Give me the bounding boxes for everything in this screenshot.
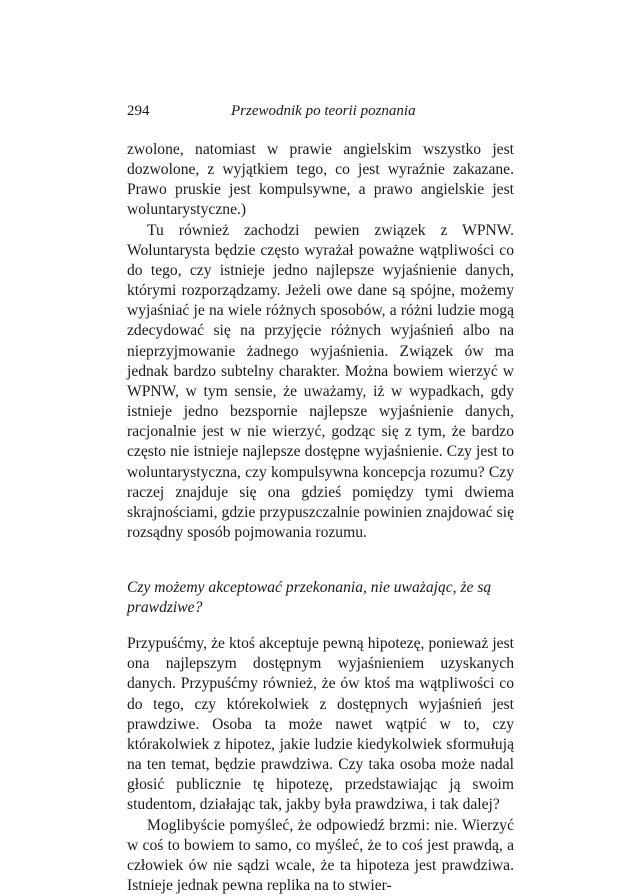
- running-title: Przewodnik po teorii poznania: [231, 103, 416, 119]
- paragraph-continued: zwolone, natomiast w prawie angielskim wszystko jest dozwolone, z wyjątkiem tego, co jest wyraźnie zakazane. Prawo pruskie jest kompulsywne, a prawo angielskie jest woluntarystyczne.): [127, 141, 514, 219]
- paragraph-answer: Moglibyście pomyśleć, że odpowiedź brzmi: nie. Wierzyć w coś to bowiem to samo, co myśleć, że to coś jest prawdą, a człowiek ów nie sądzi wcale, że ta hipoteza jest prawdziwa. Istnieje jednak pewna replika na to stwier-: [127, 816, 514, 894]
- paragraph-voluntarism: Tu również zachodzi pewien związek z WPNW. Woluntarysta będzie często wyrażał poważne wątpliwości co do tego, czy istnieje jedno najlepsze wyjaśnienie danych, którymi rozporządzamy. Jeżeli owe dane są spójne, możemy wyjaśniać je na wiele różnych sposobów, a różni ludzie mogą zdecydować się na przyjęcie różnych wyjaśnień albo na nieprzyjmowanie żadnego wyjaśnienia. Związek ów ma jednak bardzo subtelny charakter. Można bowiem wierzyć w WPNW, w tym sensie, że uważamy, iż w wypadkach, gdy istnieje jedno bezspornie najlepsze wyjaśnienie danych, racjonalnie jest w nie wierzyć, godząc się z tym, że bardzo często nie istnieje najlepsze dostępne wyjaśnienie. Czy jest to woluntarystyczna, czy kompulsywna koncepcja rozumu? Czy raczej znajduje się ona gdzieś pomiędzy tymi dwiema skrajnościami, gdzie przypuszczalnie powinien znajdować się rozsądny sposób pojmowania rozumu.: [127, 221, 514, 541]
- section-heading: Czy możemy akceptować przekonania, nie uważając, że są prawdziwe?: [127, 579, 492, 617]
- running-header: [127, 103, 514, 125]
- paragraph-hypothesis: Przypuśćmy, że ktoś akceptuje pewną hipotezę, ponieważ jest ona najlepszym dostępnym wyjaśnieniem uzyskanych danych. Przypuśćmy również, że ów ktoś ma wątpliwości co do tego, czy którekolwiek z dostępnych wyjaśnień jest prawdziwe. Osoba ta może nawet wątpić w to, czy którakolwiek z hipotez, jakie ludzie kiedykolwiek sformułują na ten temat, będzie prawdziwa. Czy taka osoba może nadal głosić publicznie tę hipotezę, przedstawiając ją swoim studentom, działając tak, jakby była prawdziwa, i tak dalej?: [127, 635, 514, 814]
- book-page: [127, 103, 514, 896]
- page-number: 294: [127, 103, 150, 119]
